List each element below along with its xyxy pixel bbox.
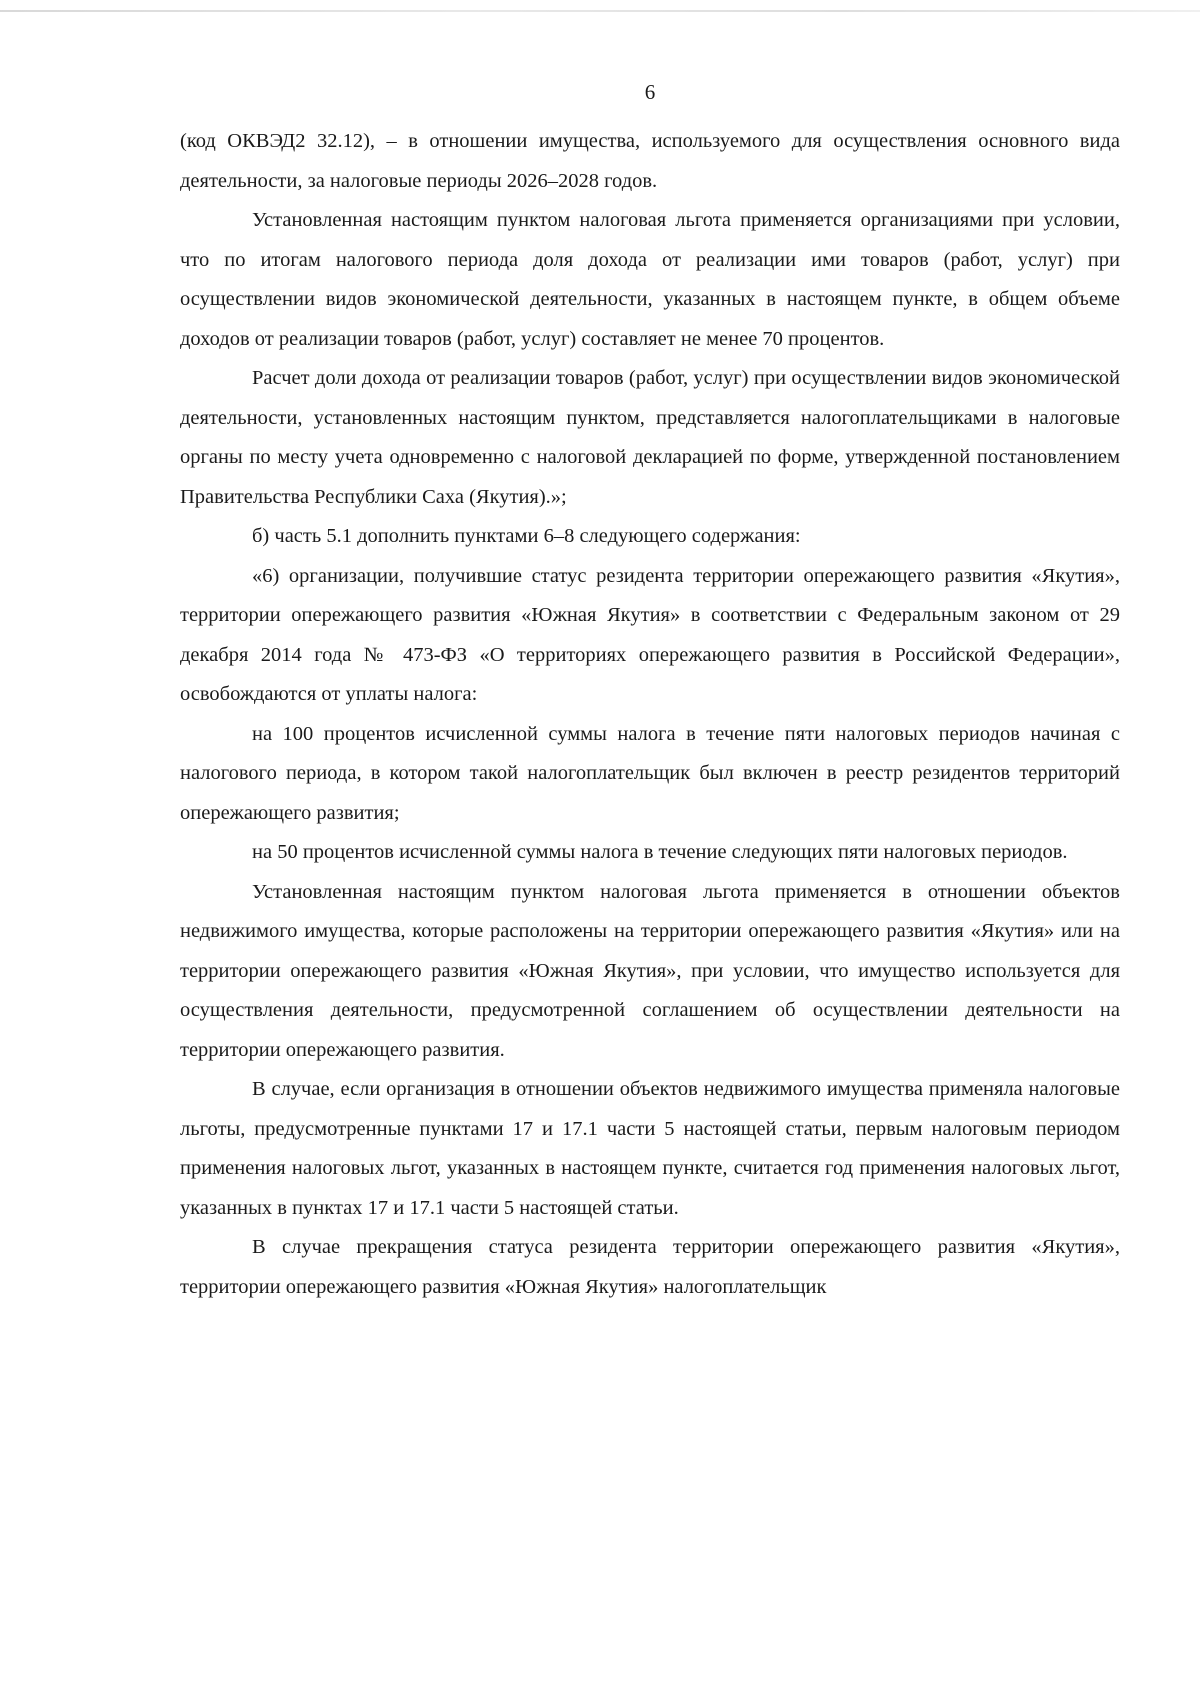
paragraph-50-percent: на 50 процентов исчисленной суммы налога в течение следующих пяти налоговых периодов. (252, 841, 1068, 863)
paragraph-benefit-condition: Установленная настоящим пунктом налоговая льгота применяется организациями при условии, что по итогам налогового периода доля дохода от реализации ими товаров (работ, услуг) при осуществлении видов экономической деятельности, указанных в настоящем пункте, в общем объеме доходов от реализации товаров (работ, услуг) составляет не менее 70 процентов. (180, 209, 1120, 350)
paragraph-status-termination: В случае прекращения статуса резидента территории опережающего развития «Якутия», территории опережающего развития «Южная Якутия» налогоплательщик (180, 1236, 1120, 1298)
document-page (180, 80, 1120, 1307)
paragraph-item-6: «6) организации, получившие статус резидента территории опережающего развития «Якутия», территории опережающего развития «Южная Якутия» в соответствии с Федеральным законом от 29 декабря 2014 года № 473-ФЗ «О территориях опережающего развития в Российской Федерации», освобождаются от уплаты налога: (180, 564, 1120, 705)
paragraph-100-percent: на 100 процентов исчисленной суммы налога в течение пяти налоговых периодов начиная с налогового периода, в котором такой налогоплательщик был включен в реестр резидентов территорий опережающего развития; (180, 722, 1120, 824)
paragraph-income-share-calculation: Расчет доли дохода от реализации товаров (работ, услуг) при осуществлении видов экономической деятельности, установленных настоящим пунктом, представляется налогоплательщиками в налоговые органы по месту учета одновременно с налоговой декларацией по форме, утвержденной постановлением Правительства Республики Саха (Якутия).»; (180, 367, 1120, 508)
paragraph-first-tax-period: В случае, если организация в отношении объектов недвижимого имущества применяла налоговые льготы, предусмотренные пунктами 17 и 17.1 части 5 настоящей статьи, первым налоговым периодом применения налоговых льгот, указанных в настоящем пункте, считается год применения налоговых льгот, указанных в пунктах 17 и 17.1 части 5 настоящей статьи. (180, 1078, 1120, 1219)
page-number: 6 (644, 80, 656, 104)
paragraph-real-estate-objects: Установленная настоящим пунктом налоговая льгота применяется в отношении объектов недвижимого имущества, которые расположены на территории опережающего развития «Якутия» или на территории опережающего развития «Южная Якутия», при условии, что имущество используется для осуществления деятельности, предусмотренной соглашением об осуществлении деятельности на территории опережающего развития. (180, 880, 1120, 1061)
paragraph-okved-continuation: (код ОКВЭД2 32.12), – в отношении имущества, используемого для осуществления основного вида деятельности, за налоговые периоды 2026–2028 годов. (180, 130, 1120, 192)
paragraph-amendment-b: б) часть 5.1 дополнить пунктами 6–8 следующего содержания: (252, 525, 801, 547)
scan-top-edge (0, 10, 1200, 12)
